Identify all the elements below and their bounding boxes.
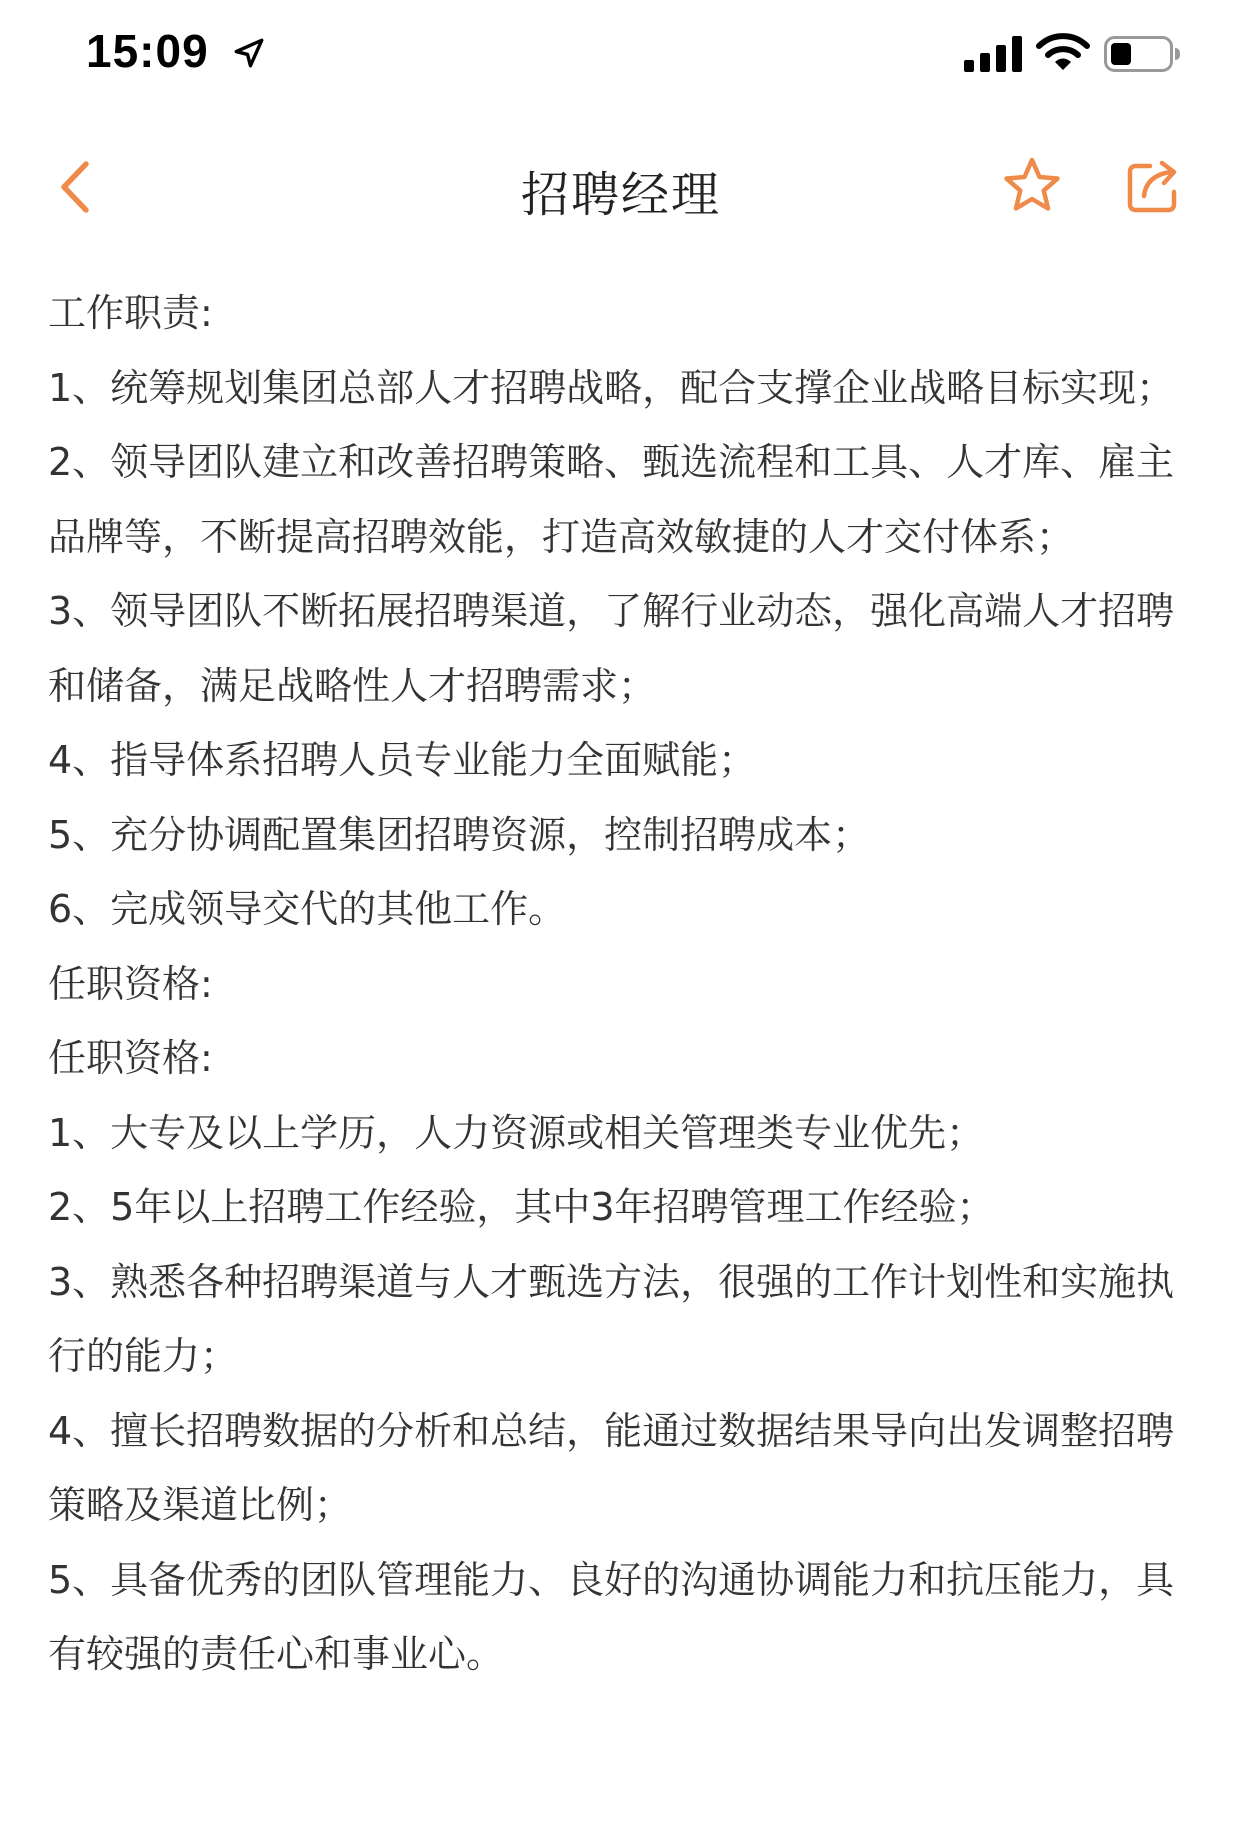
battery-icon [1104, 36, 1182, 72]
duty-item: 1、统筹规划集团总部人才招聘战略，配合支撑企业战略目标实现； [48, 365, 1175, 410]
duty-item: 4、指导体系招聘人员专业能力全面赋能； [48, 738, 757, 782]
share-icon [1120, 154, 1184, 218]
qualification-item: 1、大专及以上学历，人力资源或相关管理类专业优先； [48, 1110, 985, 1155]
duty-item: 6、完成领导交代的其他工作。 [48, 887, 567, 931]
duty-item: 5、充分协调配置集团招聘资源，控制招聘成本； [48, 812, 871, 857]
favorite-button[interactable] [1000, 154, 1064, 218]
cellular-signal-icon [964, 36, 1024, 72]
duties-heading: 工作职责: [48, 291, 213, 335]
status-time: 15:09 [86, 25, 209, 77]
duty-item: 3、领导团队不断拓展招聘渠道，了解行业动态，强化高端人才招聘和储备，满足战略性人才招聘需求； [48, 589, 1175, 708]
qualifications-heading: 任职资格: [48, 961, 213, 1006]
duty-item: 2、领导团队建立和改善招聘策略、甄选流程和工具、人才库、雇主品牌等，不断提高招聘效能，打造高效敏捷的人才交付体系； [48, 440, 1175, 559]
qualifications-heading-repeat: 任职资格: [48, 1036, 213, 1080]
qualification-item: 2、5年以上招聘工作经验，其中3年招聘管理工作经验； [48, 1185, 995, 1229]
location-arrow-icon [232, 36, 266, 70]
share-button[interactable] [1120, 154, 1184, 218]
qualification-item: 3、熟悉各种招聘渠道与人才甄选方法，很强的工作计划性和实施执行的能力； [48, 1259, 1175, 1378]
wifi-icon [1036, 32, 1090, 72]
status-bar [0, 0, 1242, 100]
page-title: 招聘经理 [520, 167, 721, 223]
star-outline-icon [1000, 154, 1064, 218]
qualification-item: 5、具备优秀的团队管理能力、良好的沟通协调能力和抗压能力，具有较强的责任心和事业心。 [48, 1557, 1175, 1676]
nav-bar [0, 130, 1242, 240]
qualification-item: 4、擅长招聘数据的分析和总结，能通过数据结果导向出发调整招聘策略及渠道比例； [48, 1408, 1175, 1527]
job-description [48, 276, 1198, 1692]
